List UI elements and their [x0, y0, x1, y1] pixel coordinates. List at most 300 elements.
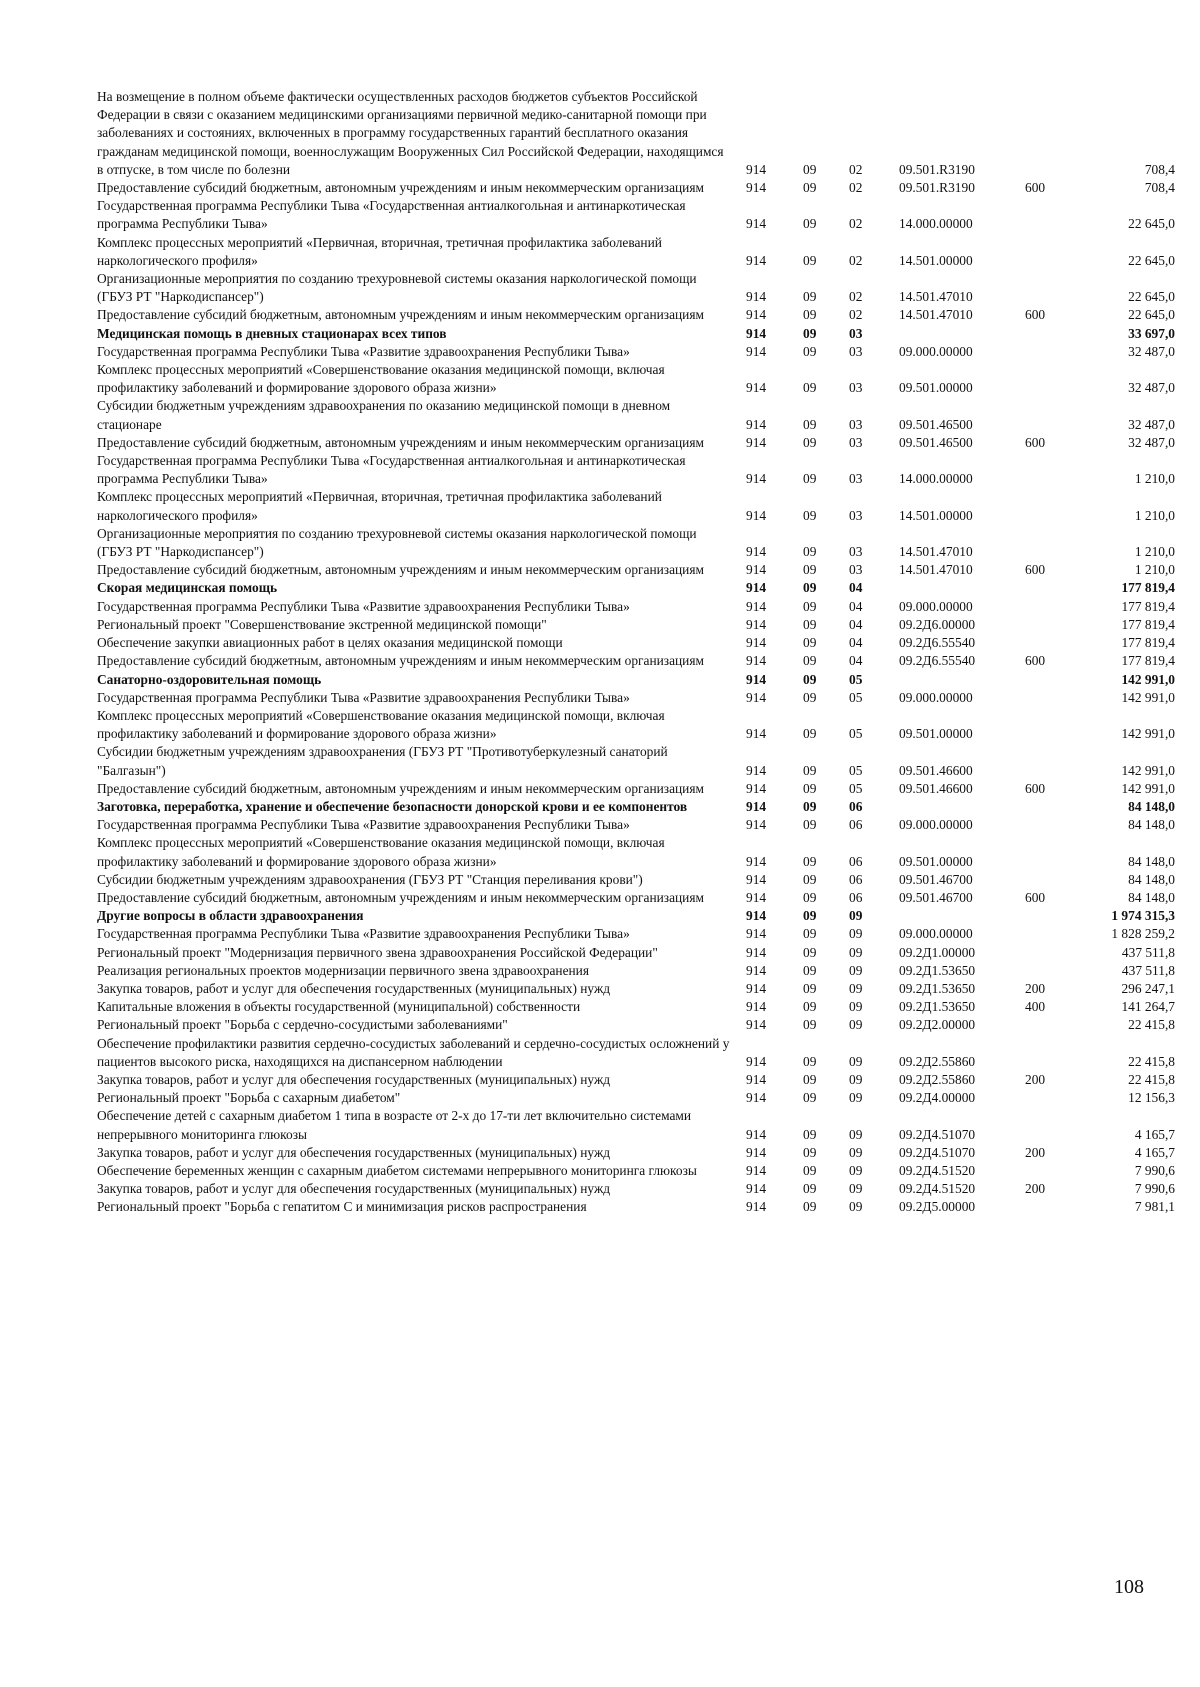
row-expense-type: [1017, 325, 1073, 343]
row-subsection-code: 05: [849, 762, 863, 778]
row-ved-code: 914: [746, 562, 767, 578]
row-amount: 22 415,8: [1128, 1053, 1175, 1069]
row-target-article: 09.2Д4.51070: [899, 1144, 976, 1160]
row-name: Предоставление субсидий бюджетным, автономным учреждениям и иным некоммерческим организациям: [97, 889, 704, 905]
row-name: Санаторно-оздоровительная помощь: [97, 671, 322, 687]
row-section-code: 09: [803, 616, 817, 632]
row-ved-code: 914: [746, 180, 767, 196]
row-expense-type: [1017, 1035, 1073, 1071]
table-row: [97, 980, 1175, 998]
row-target-article: 09.2Д5.00000: [899, 1199, 976, 1215]
row-target-article: 14.501.47010: [899, 289, 973, 305]
row-subsection-code: 06: [849, 798, 863, 814]
row-amount: 22 645,0: [1128, 307, 1175, 323]
row-section-code: 09: [803, 307, 817, 323]
row-ved-code: 914: [746, 580, 767, 596]
row-target-article: 09.2Д1.53650: [899, 962, 976, 978]
row-ved-code: 914: [746, 343, 767, 359]
row-name: Организационные мероприятия по созданию трехуровневой системы оказания наркологической помощи (ГБУЗ РТ "Наркодиспансер"): [97, 525, 697, 560]
row-name: Субсидии бюджетным учреждениям здравоохранения (ГБУЗ РТ "Противотуберкулезный санаторий "Балгазын"): [97, 744, 668, 778]
table-row: [97, 816, 1175, 834]
table-row: [97, 434, 1175, 452]
row-ved-code: 914: [746, 434, 767, 450]
row-expense-type: [1017, 488, 1073, 524]
row-name: Государственная программа Республики Тыва «Развитие здравоохранения Республики Тыва»: [97, 343, 630, 359]
table-row: [97, 179, 1175, 197]
table-row: [97, 234, 1175, 270]
row-name: Закупка товаров, работ и услуг для обеспечения государственных (муниципальных) нужд: [97, 1144, 611, 1160]
row-subsection-code: 04: [849, 653, 863, 669]
row-target-article: 09.501.00000: [899, 380, 973, 396]
row-expense-type: [1017, 616, 1073, 634]
row-name: Государственная программа Республики Тыва «Государственная антиалкогольная и антинаркотическая программа Республики Тыва»: [97, 453, 686, 487]
row-amount: 32 487,0: [1128, 343, 1175, 359]
table-row: [97, 361, 1175, 397]
row-name: Предоставление субсидий бюджетным, автономным учреждениям и иным некоммерческим организациям: [97, 780, 704, 796]
table-row: [97, 1035, 1175, 1071]
row-amount: 142 991,0: [1121, 780, 1175, 796]
row-target-article: 09.000.00000: [899, 689, 973, 705]
row-section-code: 09: [803, 635, 817, 651]
row-expense-type: [1017, 197, 1073, 233]
row-subsection-code: 09: [849, 1199, 863, 1215]
row-expense-type: [1017, 397, 1073, 433]
row-name: Закупка товаров, работ и услуг для обеспечения государственных (муниципальных) нужд: [97, 1181, 611, 1197]
row-target-article: [893, 907, 1017, 925]
row-target-article: 09.2Д4.51070: [899, 1126, 976, 1142]
table-row: [97, 598, 1175, 616]
row-subsection-code: 05: [849, 726, 863, 742]
row-target-article: 14.000.00000: [899, 216, 973, 232]
row-section-code: 09: [803, 180, 817, 196]
row-name: Комплекс процессных мероприятий «Совершенствование оказания медицинской помощи, включая профилактику заболеваний и формирование здорового образа жизни»: [97, 362, 665, 396]
row-ved-code: 914: [746, 416, 767, 432]
row-expense-type: [1017, 1198, 1073, 1216]
row-name: Медицинская помощь в дневных стационарах всех типов: [97, 325, 447, 341]
row-ved-code: 914: [746, 926, 767, 942]
table-row: [97, 397, 1175, 433]
table-row: [97, 579, 1175, 597]
row-expense-type: [1017, 944, 1073, 962]
row-name: Организационные мероприятия по созданию трехуровневой системы оказания наркологической помощи (ГБУЗ РТ "Наркодиспансер"): [97, 271, 697, 305]
table-row: [97, 889, 1175, 907]
row-amount: 437 511,8: [1121, 962, 1175, 978]
row-target-article: [893, 798, 1017, 816]
row-expense-type: [1017, 634, 1073, 652]
row-expense-type: [1017, 962, 1073, 980]
row-amount: 296 247,1: [1121, 980, 1175, 996]
row-section-code: 09: [803, 926, 817, 942]
row-ved-code: 914: [746, 944, 767, 960]
row-amount: 1 210,0: [1134, 562, 1175, 578]
table-row: [97, 1016, 1175, 1034]
row-name: Другие вопросы в области здравоохранения: [97, 908, 364, 924]
row-target-article: [893, 579, 1017, 597]
row-target-article: 09.2Д1.53650: [899, 980, 976, 996]
row-expense-type: [1017, 270, 1073, 306]
row-amount: 4 165,7: [1134, 1144, 1175, 1160]
row-ved-code: 914: [746, 671, 767, 687]
row-ved-code: 914: [746, 1144, 767, 1160]
table-row: [97, 907, 1175, 925]
row-target-article: 14.501.47010: [899, 562, 973, 578]
row-subsection-code: 03: [849, 416, 863, 432]
row-subsection-code: 06: [849, 817, 863, 833]
row-amount: 22 645,0: [1128, 216, 1175, 232]
row-name: Государственная программа Республики Тыва «Государственная антиалкогольная и антинаркотическая программа Республики Тыва»: [97, 198, 686, 232]
row-amount: 22 645,0: [1128, 289, 1175, 305]
row-section-code: 09: [803, 598, 817, 614]
row-ved-code: 914: [746, 962, 767, 978]
table-row: [97, 1071, 1175, 1089]
row-subsection-code: 02: [849, 307, 863, 323]
table-row: [97, 871, 1175, 889]
row-ved-code: 914: [746, 307, 767, 323]
row-subsection-code: 02: [849, 252, 863, 268]
row-expense-type: 200: [1025, 1071, 1046, 1087]
row-name: Государственная программа Республики Тыва «Развитие здравоохранения Республики Тыва»: [97, 689, 630, 705]
row-target-article: 09.2Д1.00000: [899, 944, 976, 960]
row-subsection-code: 03: [849, 471, 863, 487]
row-name: Субсидии бюджетным учреждениям здравоохранения (ГБУЗ РТ "Станция переливания крови"): [97, 871, 643, 887]
table-row: [97, 1180, 1175, 1198]
row-expense-type: [1017, 907, 1073, 925]
row-amount: 708,4: [1144, 180, 1175, 196]
row-ved-code: 914: [746, 853, 767, 869]
row-amount: 22 415,8: [1128, 1017, 1175, 1033]
row-section-code: 09: [803, 216, 817, 232]
row-target-article: 09.2Д4.51520: [899, 1162, 976, 1178]
row-section-code: 09: [803, 416, 817, 432]
row-expense-type: [1017, 743, 1073, 779]
row-target-article: 09.501.46500: [899, 416, 973, 432]
row-target-article: 14.501.47010: [899, 544, 973, 560]
row-subsection-code: 09: [849, 908, 863, 924]
row-subsection-code: 09: [849, 944, 863, 960]
row-section-code: 09: [803, 671, 817, 687]
row-subsection-code: 09: [849, 999, 863, 1015]
row-section-code: 09: [803, 1090, 817, 1106]
row-expense-type: 600: [1025, 307, 1046, 323]
row-section-code: 09: [803, 1144, 817, 1160]
row-target-article: [893, 671, 1017, 689]
row-amount: 32 487,0: [1128, 434, 1175, 450]
row-name: Государственная программа Республики Тыва «Развитие здравоохранения Республики Тыва»: [97, 926, 630, 942]
row-target-article: 09.2Д6.00000: [899, 616, 976, 632]
table-row: [97, 1089, 1175, 1107]
row-amount: 7 990,6: [1134, 1162, 1175, 1178]
row-subsection-code: 04: [849, 580, 863, 596]
row-amount: 708,4: [1144, 161, 1175, 177]
row-ved-code: 914: [746, 653, 767, 669]
table-row: [97, 944, 1175, 962]
row-name: Закупка товаров, работ и услуг для обеспечения государственных (муниципальных) нужд: [97, 1071, 611, 1087]
table-row: [97, 1144, 1175, 1162]
row-expense-type: 600: [1025, 653, 1046, 669]
row-subsection-code: 03: [849, 380, 863, 396]
row-amount: 22 645,0: [1128, 252, 1175, 268]
row-ved-code: 914: [746, 980, 767, 996]
row-amount: 32 487,0: [1128, 380, 1175, 396]
row-ved-code: 914: [746, 1053, 767, 1069]
row-expense-type: [1017, 361, 1073, 397]
row-name: Государственная программа Республики Тыва «Развитие здравоохранения Республики Тыва»: [97, 598, 630, 614]
row-target-article: 09.000.00000: [899, 343, 973, 359]
row-expense-type: [1017, 579, 1073, 597]
row-subsection-code: 09: [849, 1162, 863, 1178]
row-subsection-code: 04: [849, 635, 863, 651]
row-target-article: 09.2Д2.55860: [899, 1071, 976, 1087]
row-subsection-code: 05: [849, 689, 863, 705]
row-subsection-code: 06: [849, 871, 863, 887]
table-row: [97, 798, 1175, 816]
row-target-article: 09.2Д2.55860: [899, 1053, 976, 1069]
row-amount: 84 148,0: [1128, 853, 1175, 869]
table-row: [97, 998, 1175, 1016]
row-expense-type: [1017, 707, 1073, 743]
row-name: Комплекс процессных мероприятий «Совершенствование оказания медицинской помощи, включая профилактику заболеваний и формирование здорового образа жизни»: [97, 835, 665, 869]
row-name: На возмещение в полном объеме фактически осуществленных расходов бюджетов субъектов Российской Федерации в связи с оказанием медицинскими организациями первичной медико-санитарной помощи при заболеваниях и состояниях, включенных в программу государственных гарантий бесплатного оказания гражданам медицинской помощи, военнослужащим Вооруженных Сил Российской Федерации, находящимся в отпуске, в том числе по болезни: [97, 89, 724, 177]
row-section-code: 09: [803, 980, 817, 996]
table-row: [97, 925, 1175, 943]
row-target-article: 09.501.R3190: [899, 180, 975, 196]
row-amount: 12 156,3: [1128, 1090, 1175, 1106]
row-subsection-code: 02: [849, 216, 863, 232]
table-row: [97, 962, 1175, 980]
row-amount: 142 991,0: [1121, 762, 1175, 778]
row-section-code: 09: [803, 798, 817, 814]
row-subsection-code: 09: [849, 1017, 863, 1033]
row-subsection-code: 09: [849, 1053, 863, 1069]
row-section-code: 09: [803, 853, 817, 869]
row-subsection-code: 09: [849, 926, 863, 942]
row-ved-code: 914: [746, 1162, 767, 1178]
row-expense-type: [1017, 1107, 1073, 1143]
row-target-article: 09.501.46700: [899, 889, 973, 905]
row-ved-code: 914: [746, 780, 767, 796]
row-amount: 84 148,0: [1128, 889, 1175, 905]
row-ved-code: 914: [746, 798, 767, 814]
row-name: Комплекс процессных мероприятий «Совершенствование оказания медицинской помощи, включая профилактику заболеваний и формирование здорового образа жизни»: [97, 707, 665, 742]
page-number: 108: [1114, 1576, 1144, 1598]
row-subsection-code: 09: [849, 1181, 863, 1197]
row-ved-code: 914: [746, 1017, 767, 1033]
row-ved-code: 914: [746, 635, 767, 651]
row-subsection-code: 03: [849, 544, 863, 560]
row-target-article: 14.501.00000: [899, 252, 973, 268]
row-amount: 7 990,6: [1134, 1181, 1175, 1197]
row-amount: 1 974 315,3: [1111, 908, 1175, 924]
budget-table-body: [97, 88, 1175, 1217]
table-row: [97, 488, 1175, 524]
row-expense-type: [1017, 1089, 1073, 1107]
row-amount: 177 819,4: [1121, 598, 1175, 614]
table-row: [97, 834, 1175, 870]
row-expense-type: 200: [1025, 980, 1046, 996]
table-row: [97, 652, 1175, 670]
row-expense-type: 600: [1025, 434, 1046, 450]
row-section-code: 09: [803, 999, 817, 1015]
row-expense-type: 200: [1025, 1144, 1046, 1160]
row-subsection-code: 04: [849, 616, 863, 632]
row-section-code: 09: [803, 507, 817, 523]
row-section-code: 09: [803, 1071, 817, 1087]
row-amount: 1 828 259,2: [1111, 926, 1175, 942]
row-amount: 84 148,0: [1128, 871, 1175, 887]
row-subsection-code: 03: [849, 434, 863, 450]
row-target-article: 14.501.47010: [899, 307, 973, 323]
row-name: Региональный проект "Совершенствование экстренной медицинской помощи": [97, 616, 547, 632]
row-expense-type: [1017, 816, 1073, 834]
row-subsection-code: 09: [849, 1126, 863, 1142]
row-subsection-code: 04: [849, 598, 863, 614]
row-ved-code: 914: [746, 999, 767, 1015]
row-target-article: 09.000.00000: [899, 926, 973, 942]
row-subsection-code: 09: [849, 980, 863, 996]
row-expense-type: [1017, 671, 1073, 689]
row-target-article: 09.2Д6.55540: [899, 653, 976, 669]
row-section-code: 09: [803, 762, 817, 778]
row-section-code: 09: [803, 944, 817, 960]
row-name: Обеспечение детей с сахарным диабетом 1 типа в возрасте от 2-х до 17-ти лет включительно системами непрерывного мониторинга глюкозы: [97, 1108, 692, 1142]
row-name: Предоставление субсидий бюджетным, автономным учреждениям и иным некоммерческим организациям: [97, 180, 704, 196]
row-expense-type: 400: [1025, 999, 1046, 1015]
row-name: Предоставление субсидий бюджетным, автономным учреждениям и иным некоммерческим организациям: [97, 562, 704, 578]
row-amount: 4 165,7: [1134, 1126, 1175, 1142]
row-section-code: 09: [803, 325, 817, 341]
row-name: Обеспечение профилактики развития сердечно-сосудистых заболеваний и сердечно-сосудистых осложнений у пациентов высокого риска, находящихся на диспансерном наблюдении: [97, 1035, 730, 1069]
row-amount: 22 415,8: [1128, 1071, 1175, 1087]
row-expense-type: [1017, 925, 1073, 943]
row-section-code: 09: [803, 471, 817, 487]
row-subsection-code: 03: [849, 343, 863, 359]
row-expense-type: [1017, 689, 1073, 707]
row-section-code: 09: [803, 1053, 817, 1069]
row-target-article: 09.501.46700: [899, 871, 973, 887]
row-amount: 1 210,0: [1134, 544, 1175, 560]
table-row: [97, 343, 1175, 361]
table-row: [97, 671, 1175, 689]
row-subsection-code: 02: [849, 180, 863, 196]
row-name: Региональный проект "Борьба с гепатитом С и минимизация рисков распространения: [97, 1199, 587, 1215]
row-amount: 437 511,8: [1121, 944, 1175, 960]
row-expense-type: [1017, 598, 1073, 616]
row-target-article: 09.2Д2.00000: [899, 1017, 976, 1033]
row-subsection-code: 05: [849, 671, 863, 687]
table-row: [97, 525, 1175, 561]
row-amount: 142 991,0: [1121, 689, 1175, 705]
row-subsection-code: 06: [849, 853, 863, 869]
row-expense-type: 600: [1025, 780, 1046, 796]
row-name: Государственная программа Республики Тыва «Развитие здравоохранения Республики Тыва»: [97, 817, 630, 833]
row-target-article: 09.000.00000: [899, 598, 973, 614]
row-ved-code: 914: [746, 161, 767, 177]
row-ved-code: 914: [746, 1126, 767, 1142]
row-ved-code: 914: [746, 616, 767, 632]
row-ved-code: 914: [746, 726, 767, 742]
row-amount: 142 991,0: [1121, 671, 1175, 687]
row-target-article: [893, 325, 1017, 343]
row-target-article: 09.2Д1.53650: [899, 999, 976, 1015]
row-name: Реализация региональных проектов модернизации первичного звена здравоохранения: [97, 962, 589, 978]
row-amount: 177 819,4: [1121, 653, 1175, 669]
row-section-code: 09: [803, 889, 817, 905]
row-target-article: 09.501.00000: [899, 853, 973, 869]
row-section-code: 09: [803, 1181, 817, 1197]
table-row: [97, 561, 1175, 579]
row-target-article: 09.501.46500: [899, 434, 973, 450]
row-name: Региональный проект "Борьба с сердечно-сосудистыми заболеваниями": [97, 1017, 508, 1033]
row-subsection-code: 03: [849, 507, 863, 523]
row-target-article: 09.2Д4.00000: [899, 1090, 976, 1106]
row-ved-code: 914: [746, 380, 767, 396]
row-section-code: 09: [803, 1199, 817, 1215]
row-ved-code: 914: [746, 598, 767, 614]
row-subsection-code: 09: [849, 962, 863, 978]
row-section-code: 09: [803, 544, 817, 560]
table-row: [97, 634, 1175, 652]
row-section-code: 09: [803, 1162, 817, 1178]
row-section-code: 09: [803, 653, 817, 669]
table-row: [97, 743, 1175, 779]
table-row: [97, 707, 1175, 743]
row-name: Субсидии бюджетным учреждениям здравоохранения по оказанию медицинской помощи в дневном стационаре: [97, 398, 671, 432]
row-name: Закупка товаров, работ и услуг для обеспечения государственных (муниципальных) нужд: [97, 980, 611, 996]
row-ved-code: 914: [746, 889, 767, 905]
row-ved-code: 914: [746, 871, 767, 887]
row-ved-code: 914: [746, 817, 767, 833]
row-target-article: 09.501.R3190: [899, 161, 975, 177]
row-amount: 141 264,7: [1121, 999, 1175, 1015]
row-ved-code: 914: [746, 1071, 767, 1087]
row-amount: 177 819,4: [1121, 635, 1175, 651]
row-section-code: 09: [803, 871, 817, 887]
row-section-code: 09: [803, 380, 817, 396]
table-row: [97, 1107, 1175, 1143]
row-ved-code: 914: [746, 762, 767, 778]
row-name: Региональный проект "Модернизация первичного звена здравоохранения Российской Федерации": [97, 944, 658, 960]
row-section-code: 09: [803, 252, 817, 268]
row-expense-type: 600: [1025, 180, 1046, 196]
row-section-code: 09: [803, 161, 817, 177]
row-amount: 32 487,0: [1128, 416, 1175, 432]
row-subsection-code: 06: [849, 889, 863, 905]
row-section-code: 09: [803, 1017, 817, 1033]
row-ved-code: 914: [746, 544, 767, 560]
row-subsection-code: 09: [849, 1144, 863, 1160]
row-amount: 33 697,0: [1128, 325, 1175, 341]
row-ved-code: 914: [746, 908, 767, 924]
row-ved-code: 914: [746, 1199, 767, 1215]
row-ved-code: 914: [746, 1181, 767, 1197]
row-section-code: 09: [803, 434, 817, 450]
table-row: [97, 306, 1175, 324]
table-row: [97, 197, 1175, 233]
row-subsection-code: 03: [849, 562, 863, 578]
table-row: [97, 88, 1175, 179]
row-name: Скорая медицинская помощь: [97, 580, 278, 596]
row-subsection-code: 05: [849, 780, 863, 796]
row-target-article: 14.501.00000: [899, 507, 973, 523]
row-name: Обеспечение закупки авиационных работ в целях оказания медицинской помощи: [97, 635, 563, 651]
table-row: [97, 270, 1175, 306]
row-expense-type: 200: [1025, 1181, 1046, 1197]
table-row: [97, 325, 1175, 343]
row-name: Комплекс процессных мероприятий «Первичная, вторичная, третичная профилактика заболеваний наркологического профиля»: [97, 489, 662, 523]
row-expense-type: 600: [1025, 889, 1046, 905]
row-subsection-code: 09: [849, 1090, 863, 1106]
row-target-article: 09.501.46600: [899, 762, 973, 778]
